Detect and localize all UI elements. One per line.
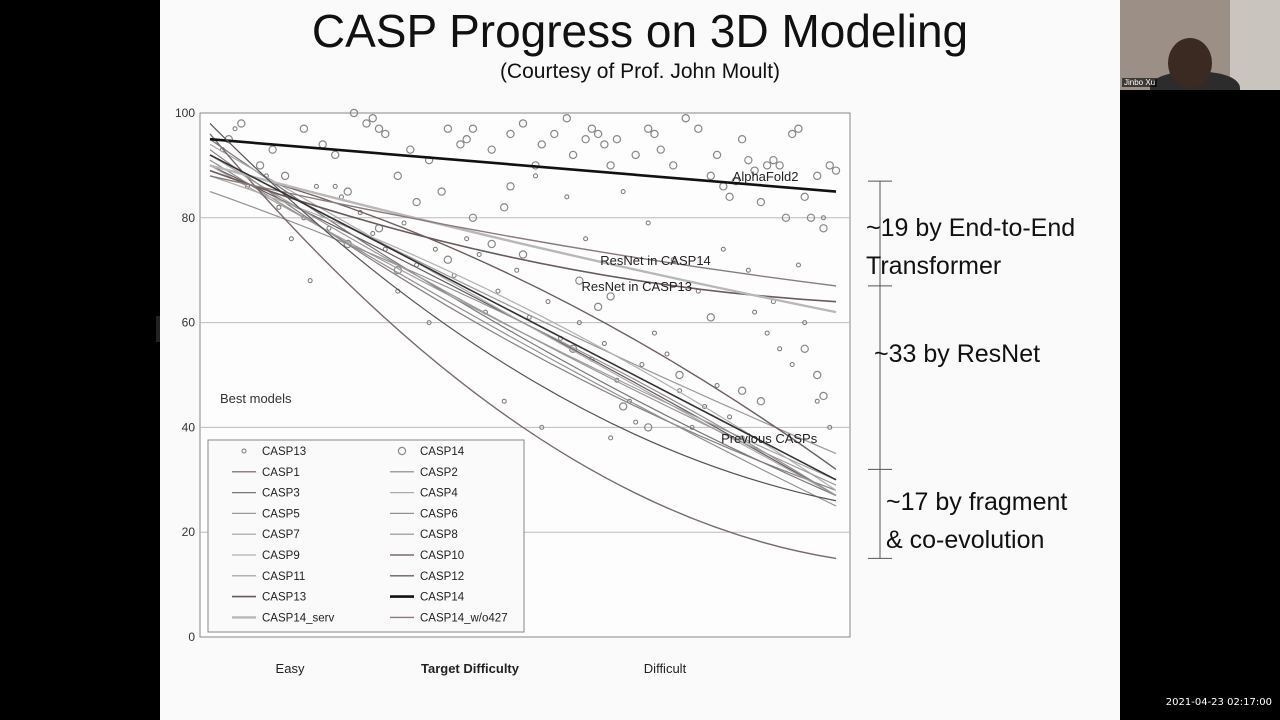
slide-subtitle: (Courtesy of Prof. John Moult)	[499, 60, 781, 83]
annotation-fragment-line1: ~17 by fragment	[886, 488, 1068, 516]
y-tick-label: 0	[188, 630, 195, 644]
legend-label: CASP3	[262, 487, 300, 500]
slide-title: CASP Progress on 3D Modeling	[311, 5, 969, 57]
x-tick-label: Easy	[275, 661, 305, 676]
legend-label: CASP4	[420, 487, 458, 500]
legend-label: CASP14_w/o427	[420, 612, 508, 625]
legend-box	[208, 440, 524, 632]
legend-label: CASP6	[420, 508, 458, 521]
annotation-end-to-end	[866, 209, 1075, 285]
legend-label: CASP7	[262, 529, 300, 542]
y-tick-label: 100	[174, 106, 195, 120]
annotation-resnet: ~33 by ResNet	[874, 340, 1041, 368]
timestamp: 2021-04-23 02:17:00	[1165, 697, 1272, 708]
line-label: AlphaFold2	[732, 169, 799, 185]
x-tick-label: Difficult	[643, 661, 687, 676]
legend-label: CASP14_serv	[262, 612, 335, 625]
line-label: Previous CASPs	[721, 431, 818, 447]
y-tick-label: 60	[181, 315, 195, 330]
annotation-end-to-end-line2: Transformer	[866, 252, 1002, 280]
x-tick-label: Target Difficulty	[421, 661, 519, 676]
annotation-end-to-end-line1: ~19 by End-to-End	[866, 214, 1076, 242]
slide	[160, 0, 1120, 720]
legend-label: CASP5	[262, 508, 300, 521]
inner-label: Best models	[220, 391, 292, 406]
legend-label: CASP13	[262, 591, 307, 604]
y-tick-label: 20	[181, 525, 195, 540]
legend-label: CASP9	[262, 550, 300, 562]
legend-label: CASP1	[262, 466, 300, 479]
legend-label: CASP14	[420, 591, 465, 604]
y-tick-label: 80	[181, 210, 195, 225]
legend-label: CASP12	[420, 570, 465, 583]
line-label: ResNet in CASP13	[581, 279, 693, 295]
legend-label: CASP14	[420, 446, 465, 458]
slide-edge-marker	[156, 316, 160, 342]
legend-label: CASP8	[420, 529, 458, 542]
annotation-fragment	[886, 483, 1067, 559]
webcam-video	[1120, 0, 1280, 90]
legend-label: CASP13	[262, 446, 307, 458]
legend-label: CASP11	[262, 570, 306, 583]
legend-label: CASP10	[420, 550, 465, 562]
y-tick-label: 40	[181, 420, 195, 435]
annotation-fragment-line2: & co-evolution	[886, 526, 1045, 554]
webcam-name: Jinbo Xu	[1124, 78, 1156, 87]
legend-label: CASP2	[420, 466, 458, 479]
line-label: ResNet in CASP14	[600, 252, 711, 268]
